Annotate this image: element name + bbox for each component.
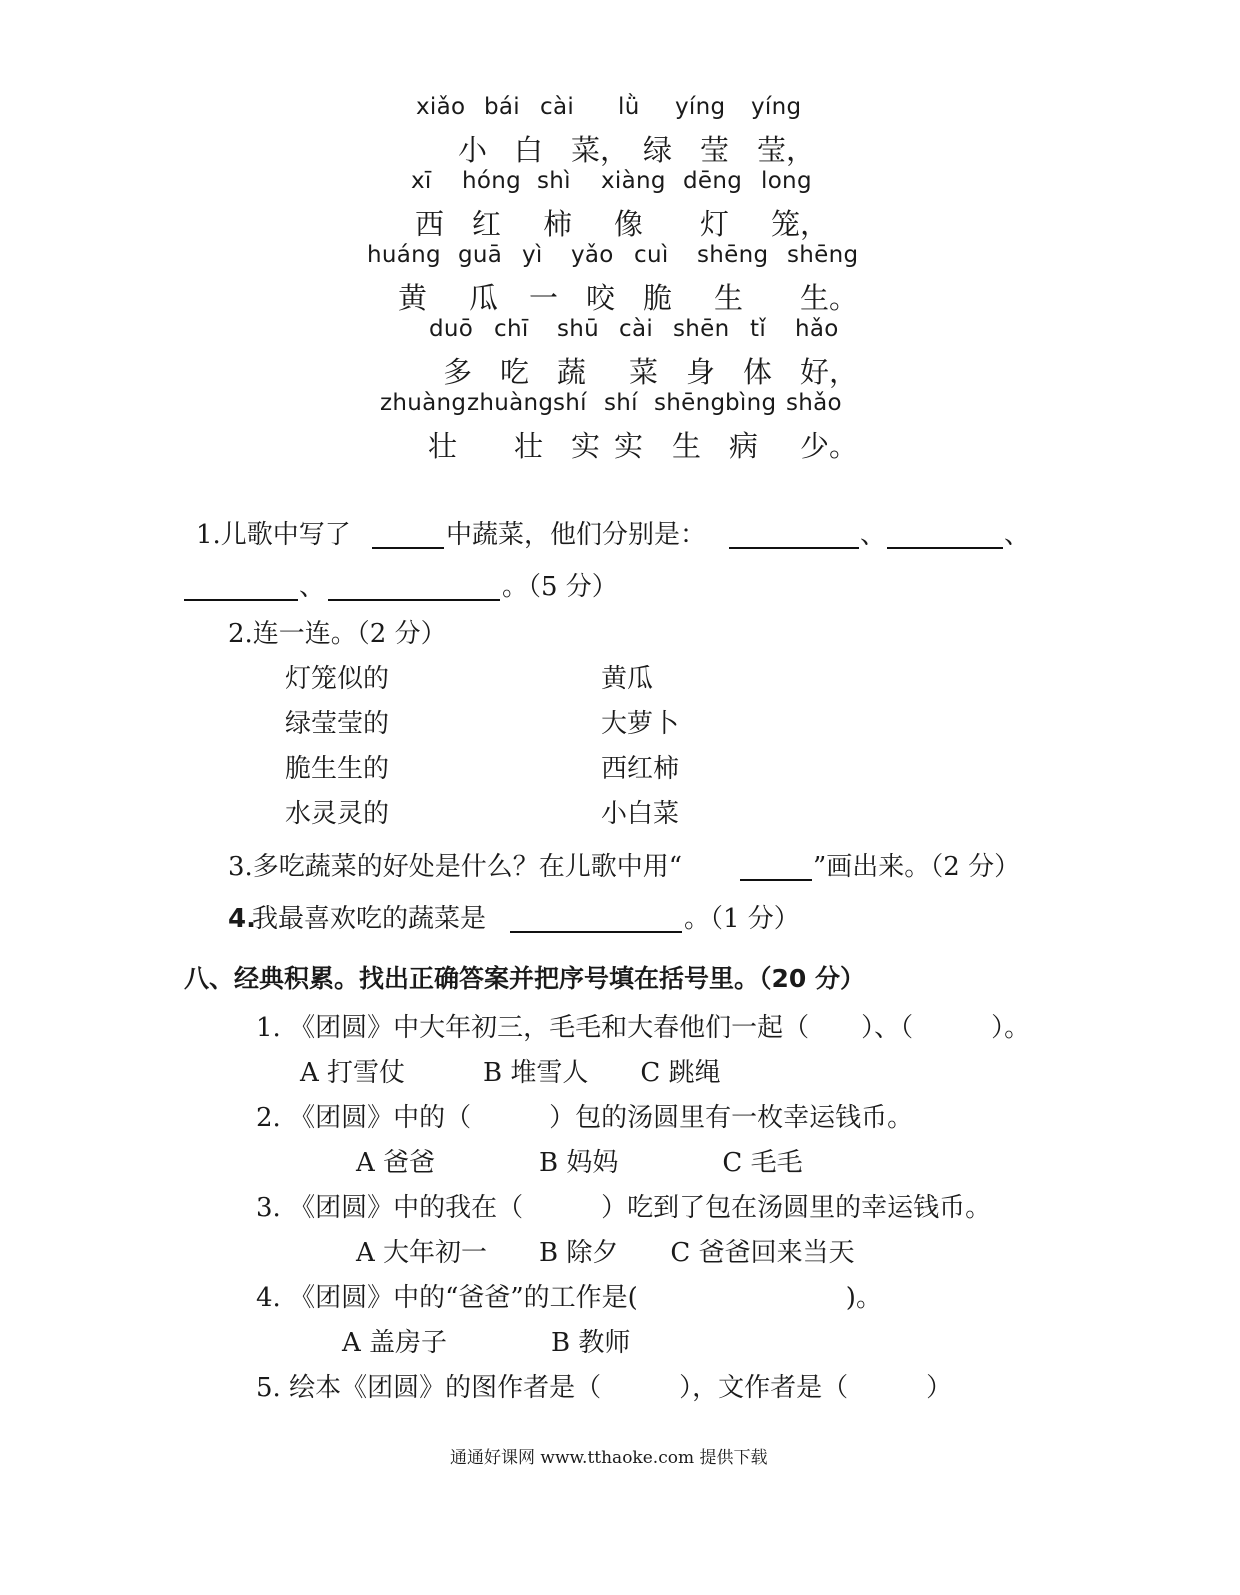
section8-options: A 爸爸 B 妈妈 C 毛毛 — [356, 1148, 803, 1178]
q1-end: 。（5 分） — [502, 572, 618, 602]
pinyin: shí — [604, 390, 638, 416]
hanzi: 病 — [729, 429, 759, 463]
pinyin: guā — [458, 242, 503, 268]
hanzi: 多 — [443, 355, 473, 389]
hanzi: 咬 — [586, 281, 616, 315]
hanzi: 像 — [614, 207, 644, 241]
pinyin: yǎo — [571, 242, 614, 268]
poem-hanzi-line — [0, 424, 1240, 463]
q2-title: 2.连一连。（2 分） — [228, 619, 447, 649]
pinyin: cài — [619, 316, 654, 342]
q1-middle: 中蔬菜，他们分别是： — [446, 520, 707, 550]
section8-options: A 打雪仗 B 堆雪人 C 跳绳 — [300, 1058, 721, 1088]
q1-separator: 、 — [1004, 520, 1031, 550]
pinyin: shí — [553, 390, 587, 416]
section8-question: 4. 《团圆》中的“爸爸”的工作是( )。 — [256, 1283, 882, 1313]
poem-pinyin-line — [0, 94, 1240, 130]
pinyin: zhuàng — [380, 390, 467, 416]
section8-question: 3. 《团圆》中的我在（ ）吃到了包在汤圆里的幸运钱币。 — [256, 1193, 992, 1223]
match-right-item[interactable]: 黄瓜 — [601, 664, 654, 694]
q1-separator: 、 — [860, 520, 887, 550]
pinyin: cài — [540, 94, 575, 120]
q4-answer-blank[interactable] — [510, 931, 682, 933]
hanzi: 一 — [529, 281, 559, 315]
hanzi: 绿 — [643, 133, 673, 167]
section8-question: 2. 《团圆》中的（ ）包的汤圆里有一枚幸运钱币。 — [256, 1103, 914, 1133]
match-left-item[interactable]: 灯笼似的 — [285, 664, 390, 694]
section8-question: 5. 绘本《团圆》的图作者是（ ），文作者是（ ） — [256, 1373, 953, 1403]
pinyin: shēng — [697, 242, 769, 268]
q1-answer-blank[interactable] — [184, 599, 298, 601]
hanzi: 小 — [458, 133, 488, 167]
hanzi: 吃 — [500, 355, 530, 389]
hanzi: 壮 — [428, 429, 458, 463]
q1-answer-blank[interactable] — [887, 547, 1003, 549]
match-left-item[interactable]: 脆生生的 — [285, 754, 390, 784]
hanzi: 实 — [571, 429, 601, 463]
hanzi: 黄 — [398, 281, 428, 315]
page-footer: 通通好课网 www.tthaoke.com 提供下载 — [450, 1448, 768, 1468]
pinyin: xī — [411, 168, 432, 194]
hanzi: 笼， — [771, 207, 830, 241]
pinyin: dēng — [683, 168, 743, 194]
pinyin: shǎo — [786, 390, 842, 416]
poem-pinyin-line — [0, 242, 1240, 278]
pinyin: shū — [557, 316, 600, 342]
hanzi: 生。 — [800, 281, 859, 315]
hanzi: 身 — [686, 355, 716, 389]
poem-pinyin-line — [0, 168, 1240, 204]
match-left-item[interactable]: 水灵灵的 — [285, 799, 390, 829]
hanzi: 生 — [714, 281, 744, 315]
poem-pinyin-line — [0, 316, 1240, 352]
pinyin: huáng — [367, 242, 441, 268]
pinyin: xiǎo — [416, 94, 466, 120]
pinyin: zhuàng — [467, 390, 554, 416]
q4-number: 4. — [228, 904, 256, 934]
q1-separator: 、 — [299, 572, 326, 602]
q4-text: 我最喜欢吃的蔬菜是 — [252, 904, 487, 934]
pinyin: chī — [494, 316, 529, 342]
poem-hanzi-line — [0, 350, 1240, 389]
hanzi: 实 — [614, 429, 644, 463]
pinyin: hǎo — [795, 316, 839, 342]
pinyin: shēn — [673, 316, 730, 342]
q1-prefix: 1.儿歌中写了 — [196, 520, 351, 550]
hanzi: 红 — [472, 207, 502, 241]
hanzi: 灯 — [700, 207, 730, 241]
hanzi: 莹， — [757, 133, 816, 167]
section8-options: A 盖房子 B 教师 — [342, 1328, 631, 1358]
match-left-item[interactable]: 绿莹莹的 — [285, 709, 390, 739]
pinyin: yíng — [675, 94, 726, 120]
pinyin: hóng — [462, 168, 522, 194]
poem-hanzi-line — [0, 202, 1240, 241]
q3-suffix: ”画出来。（2 分） — [813, 852, 1021, 882]
section-8-title: 八、经典积累。找出正确答案并把序号填在括号里。（20 分） — [184, 964, 865, 993]
pinyin: bái — [484, 94, 520, 120]
pinyin: long — [761, 168, 812, 194]
q3-underline-sample — [740, 879, 812, 881]
hanzi: 菜 — [629, 355, 659, 389]
q1-answer-blank[interactable] — [729, 547, 859, 549]
pinyin: shēng — [787, 242, 859, 268]
match-right-item[interactable]: 西红柿 — [601, 754, 680, 784]
q1-count-blank[interactable] — [372, 547, 444, 549]
hanzi: 蔬 — [557, 355, 587, 389]
hanzi: 壮 — [514, 429, 544, 463]
pinyin: shēng — [654, 390, 726, 416]
hanzi: 菜， — [571, 133, 630, 167]
pinyin: xiàng — [601, 168, 666, 194]
pinyin: tǐ — [750, 316, 767, 342]
hanzi: 白 — [514, 133, 544, 167]
pinyin: shì — [537, 168, 571, 194]
hanzi: 莹 — [700, 133, 730, 167]
poem-pinyin-line — [0, 390, 1240, 426]
hanzi: 西 — [415, 207, 445, 241]
pinyin: cuì — [634, 242, 669, 268]
hanzi: 少。 — [800, 429, 859, 463]
hanzi: 柿 — [543, 207, 573, 241]
pinyin: yì — [522, 242, 543, 268]
hanzi: 好， — [800, 355, 859, 389]
pinyin: duō — [429, 316, 474, 342]
hanzi: 生 — [672, 429, 702, 463]
section8-question: 1. 《团圆》中大年初三，毛毛和大春他们一起（ ）、（ ）。 — [256, 1013, 1031, 1043]
hanzi: 瓜 — [469, 281, 499, 315]
match-right-item[interactable]: 大萝卜 — [601, 709, 680, 739]
pinyin: yíng — [751, 94, 802, 120]
q4-suffix: 。（1 分） — [684, 904, 800, 934]
pinyin: bìng — [725, 390, 777, 416]
hanzi: 脆 — [643, 281, 673, 315]
hanzi: 体 — [743, 355, 773, 389]
q1-answer-blank[interactable] — [328, 599, 500, 601]
poem-hanzi-line — [0, 276, 1240, 315]
match-right-item[interactable]: 小白菜 — [601, 799, 680, 829]
pinyin: lǜ — [618, 94, 640, 120]
q3-prefix: 3.多吃蔬菜的好处是什么？在儿歌中用“ — [228, 852, 683, 882]
poem-hanzi-line — [0, 128, 1240, 167]
section8-options: A 大年初一 B 除夕 C 爸爸回来当天 — [356, 1238, 855, 1268]
